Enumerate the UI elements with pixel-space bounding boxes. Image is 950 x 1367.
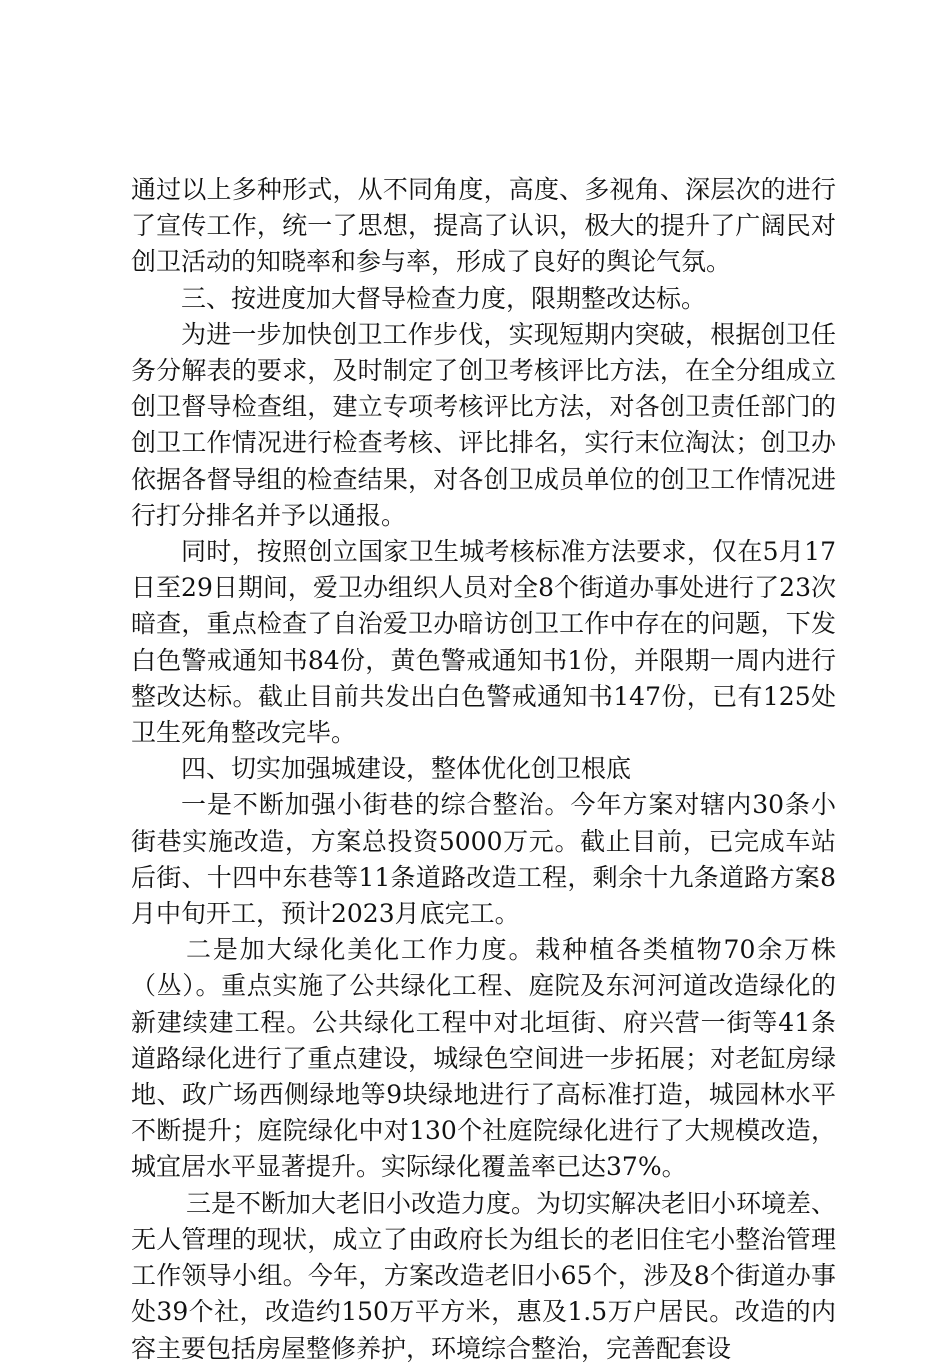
paragraph-old-community-renovation: 三是不断加大老旧小改造力度。为切实解决老旧小环境差、无人管理的现状，成立了由政府长为组长的老旧住宅小整治管理工作领导小组。今年，方案改造老旧小65个，涉及8个街道办事处39个社，改造约150万平方米，惠及1.5万户居民。改造的内容主要包括房屋整修养护，环境综合整治，完善配套设	[131, 1188, 837, 1363]
section-heading-3: 三、按进度加大督导检查力度，限期整改达标。	[181, 283, 707, 313]
paragraph-spot-checks: 同时，按照创立国家卫生城考核标准方法要求，仅在5月17日至29日期间，爱卫办组织人员对全8个街道办事处进行了23次暗查，重点检查了自治爱卫办暗访创卫工作中存在的问题，下发白色警戒通知书84份，黄色警戒通知书1份，并限期一周内进行整改达标。截止目前共发出白色警戒通知书147份，已有125处卫生死角整改完毕。	[131, 537, 836, 748]
paragraph-greening: 二是加大绿化美化工作力度。栽种植各类植物70余万株（丛）。重点实施了公共绿化工程、庭院及东河河道改造绿化的新建续建工程。公共绿化工程中对北垣街、府兴营一街等41条道路绿化进行了重点建设，城绿色空间进一步拓展；对老缸房绿地、政广场西侧绿地等9块绿地进行了高标准打造，城园林水平不断提升；庭院绿化中对130个社庭院绿化进行了大规模改造，城宜居水平显著提升。实际绿化覆盖率已达37%。	[131, 935, 836, 1182]
section-heading-4: 四、切实加强城建设，整体优化创卫根底	[181, 754, 632, 784]
document-body	[131, 172, 836, 1367]
paragraph-street-renovation: 一是不断加强小街巷的综合整治。今年方案对辖内30条小街巷实施改造，方案总投资5000万元。截止目前，已完成车站后街、十四中东巷等11条道路改造工程，剩余十九条道路方案8月中旬开工，预计2023月底完工。	[131, 790, 836, 929]
paragraph-publicity-summary: 通过以上多种形式，从不同角度，高度、多视角、深层次的进行了宣传工作，统一了思想，提高了认识，极大的提升了广阔民对创卫活动的知晓率和参与率，形成了良好的舆论气氛。	[131, 175, 836, 277]
paragraph-inspection-groups: 为进一步加快创卫工作步伐，实现短期内突破，根据创卫任务分解表的要求，及时制定了创卫考核评比方法，在全分组成立创卫督导检查组，建立专项考核评比方法，对各创卫责任部门的创卫工作情况进行检查考核、评比排名，实行末位淘汰；创卫办依据各督导组的检查结果，对各创卫成员单位的创卫工作情况进行打分排名并予以通报。	[131, 319, 836, 530]
